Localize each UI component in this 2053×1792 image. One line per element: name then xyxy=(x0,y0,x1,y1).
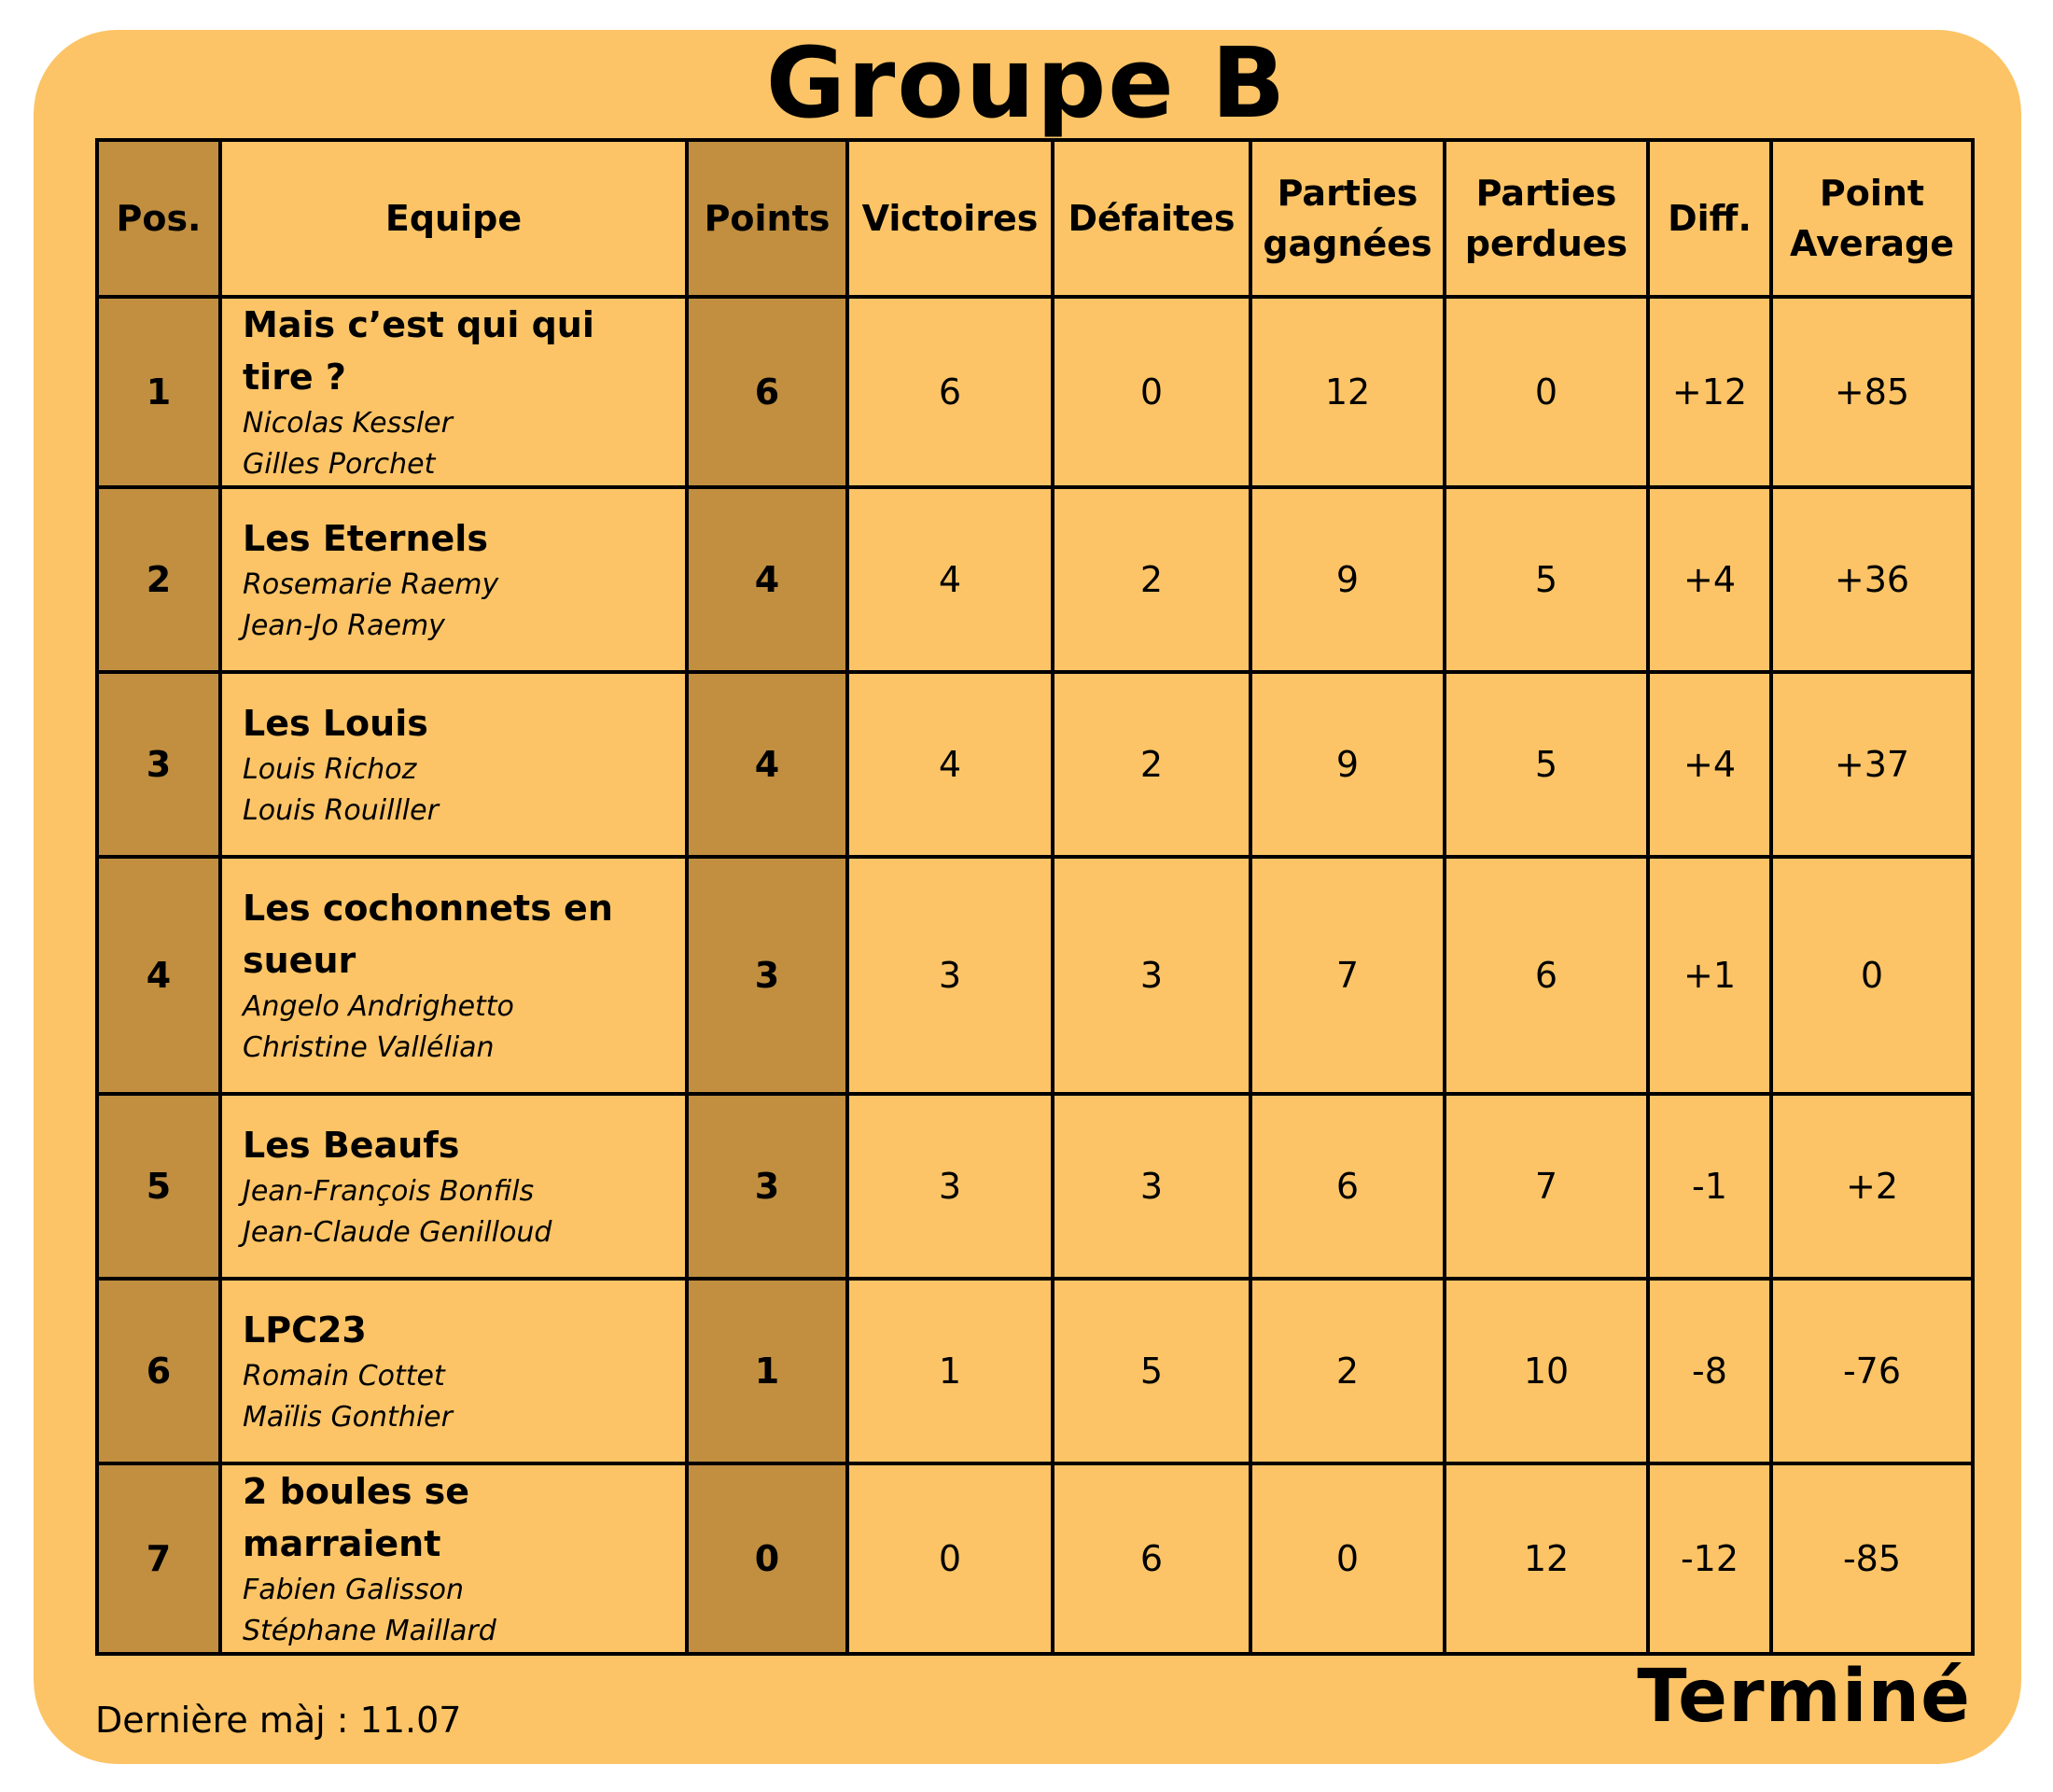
diff-cell: +12 xyxy=(1648,297,1771,487)
wins-cell: 6 xyxy=(847,297,1053,487)
losses-cell: 6 xyxy=(1053,1463,1250,1654)
wins-cell: 4 xyxy=(847,487,1053,672)
points-cell: 4 xyxy=(687,672,847,857)
player-name: Jean-Jo Raemy xyxy=(243,609,445,642)
team-name: Les cochonnets en sueur xyxy=(243,888,613,981)
games-won-cell: 6 xyxy=(1250,1094,1445,1279)
header-point-average: Point Average xyxy=(1771,140,1973,297)
team-name: Les Louis xyxy=(243,703,428,744)
position-cell: 4 xyxy=(97,857,220,1094)
player-name: Rosemarie Raemy xyxy=(243,568,499,601)
team-cell xyxy=(220,1094,687,1279)
player-name: Romain Cottet xyxy=(243,1360,445,1393)
table-row xyxy=(97,1094,1973,1279)
position-cell: 2 xyxy=(97,487,220,672)
games-won-cell: 0 xyxy=(1250,1463,1445,1654)
point-average-cell: +36 xyxy=(1771,487,1973,672)
team-cell xyxy=(220,297,687,487)
games-lost-cell: 5 xyxy=(1445,487,1648,672)
point-average-cell: +37 xyxy=(1771,672,1973,857)
team-name: Les Beaufs xyxy=(243,1125,460,1166)
point-average-cell: 0 xyxy=(1771,857,1973,1094)
header-points: Points xyxy=(687,140,847,297)
point-average-cell: +85 xyxy=(1771,297,1973,487)
losses-cell: 3 xyxy=(1053,1094,1250,1279)
wins-cell: 0 xyxy=(847,1463,1053,1654)
page-title: Groupe B xyxy=(765,26,1288,140)
losses-cell: 2 xyxy=(1053,487,1250,672)
points-cell: 0 xyxy=(687,1463,847,1654)
diff-cell: -12 xyxy=(1648,1463,1771,1654)
header-losses: Défaites xyxy=(1053,140,1250,297)
team-name: Les Eternels xyxy=(243,518,488,559)
games-won-cell: 12 xyxy=(1250,297,1445,487)
player-name: Fabien Galisson xyxy=(243,1574,464,1606)
games-lost-cell: 5 xyxy=(1445,672,1648,857)
player-name: Stéphane Maillard xyxy=(243,1615,496,1647)
position-cell: 3 xyxy=(97,672,220,857)
table-row xyxy=(97,672,1973,857)
wins-cell: 1 xyxy=(847,1279,1053,1463)
games-lost-cell: 12 xyxy=(1445,1463,1648,1654)
table-row xyxy=(97,297,1973,487)
wins-cell: 3 xyxy=(847,1094,1053,1279)
games-lost-cell: 7 xyxy=(1445,1094,1648,1279)
position-cell: 6 xyxy=(97,1279,220,1463)
games-won-cell: 7 xyxy=(1250,857,1445,1094)
header-games-won: Parties gagnées xyxy=(1250,140,1445,297)
team-cell xyxy=(220,672,687,857)
losses-cell: 5 xyxy=(1053,1279,1250,1463)
player-name: Jean-Claude Genilloud xyxy=(243,1216,552,1249)
team-name: Mais c’est qui qui tire ? xyxy=(243,304,594,398)
wins-cell: 3 xyxy=(847,857,1053,1094)
points-cell: 3 xyxy=(687,857,847,1094)
points-cell: 3 xyxy=(687,1094,847,1279)
point-average-cell: -85 xyxy=(1771,1463,1973,1654)
wins-cell: 4 xyxy=(847,672,1053,857)
losses-cell: 3 xyxy=(1053,857,1250,1094)
team-name: 2 boules se marraient xyxy=(243,1471,470,1564)
diff-cell: -1 xyxy=(1648,1094,1771,1279)
header-wins: Victoires xyxy=(847,140,1053,297)
standings-table xyxy=(95,138,1975,1656)
losses-cell: 0 xyxy=(1053,297,1250,487)
position-cell: 5 xyxy=(97,1094,220,1279)
position-cell: 1 xyxy=(97,297,220,487)
team-cell xyxy=(220,1279,687,1463)
last-update-text: Dernière màj : 11.07 xyxy=(95,1700,462,1741)
player-name: Gilles Porchet xyxy=(243,448,436,481)
games-lost-cell: 6 xyxy=(1445,857,1648,1094)
header-games-lost: Parties perdues xyxy=(1445,140,1648,297)
points-cell: 1 xyxy=(687,1279,847,1463)
diff-cell: -8 xyxy=(1648,1279,1771,1463)
team-cell xyxy=(220,487,687,672)
header-row xyxy=(97,140,1973,297)
table-row xyxy=(97,857,1973,1094)
table-row xyxy=(97,1279,1973,1463)
games-lost-cell: 0 xyxy=(1445,297,1648,487)
point-average-cell: -76 xyxy=(1771,1279,1973,1463)
player-name: Jean-François Bonfils xyxy=(243,1175,535,1208)
points-cell: 4 xyxy=(687,487,847,672)
diff-cell: +4 xyxy=(1648,487,1771,672)
point-average-cell: +2 xyxy=(1771,1094,1973,1279)
player-name: Maïlis Gonthier xyxy=(243,1401,453,1434)
team-name: LPC23 xyxy=(243,1309,367,1351)
table-row xyxy=(97,487,1973,672)
player-name: Nicolas Kessler xyxy=(243,407,453,440)
diff-cell: +1 xyxy=(1648,857,1771,1094)
position-cell: 7 xyxy=(97,1463,220,1654)
player-name: Louis Rouilller xyxy=(243,794,439,827)
losses-cell: 2 xyxy=(1053,672,1250,857)
header-team: Equipe xyxy=(220,140,687,297)
header-pos: Pos. xyxy=(97,140,220,297)
header-diff: Diff. xyxy=(1648,140,1771,297)
games-lost-cell: 10 xyxy=(1445,1279,1648,1463)
games-won-cell: 9 xyxy=(1250,672,1445,857)
team-cell xyxy=(220,1463,687,1654)
player-name: Christine Vallélian xyxy=(243,1031,495,1064)
player-name: Louis Richoz xyxy=(243,753,417,786)
points-cell: 6 xyxy=(687,297,847,487)
table-row xyxy=(97,1463,1973,1654)
diff-cell: +4 xyxy=(1648,672,1771,857)
player-name: Angelo Andrighetto xyxy=(243,990,514,1023)
games-won-cell: 2 xyxy=(1250,1279,1445,1463)
status-label: Terminé xyxy=(1637,1655,1971,1739)
games-won-cell: 9 xyxy=(1250,487,1445,672)
team-cell xyxy=(220,857,687,1094)
